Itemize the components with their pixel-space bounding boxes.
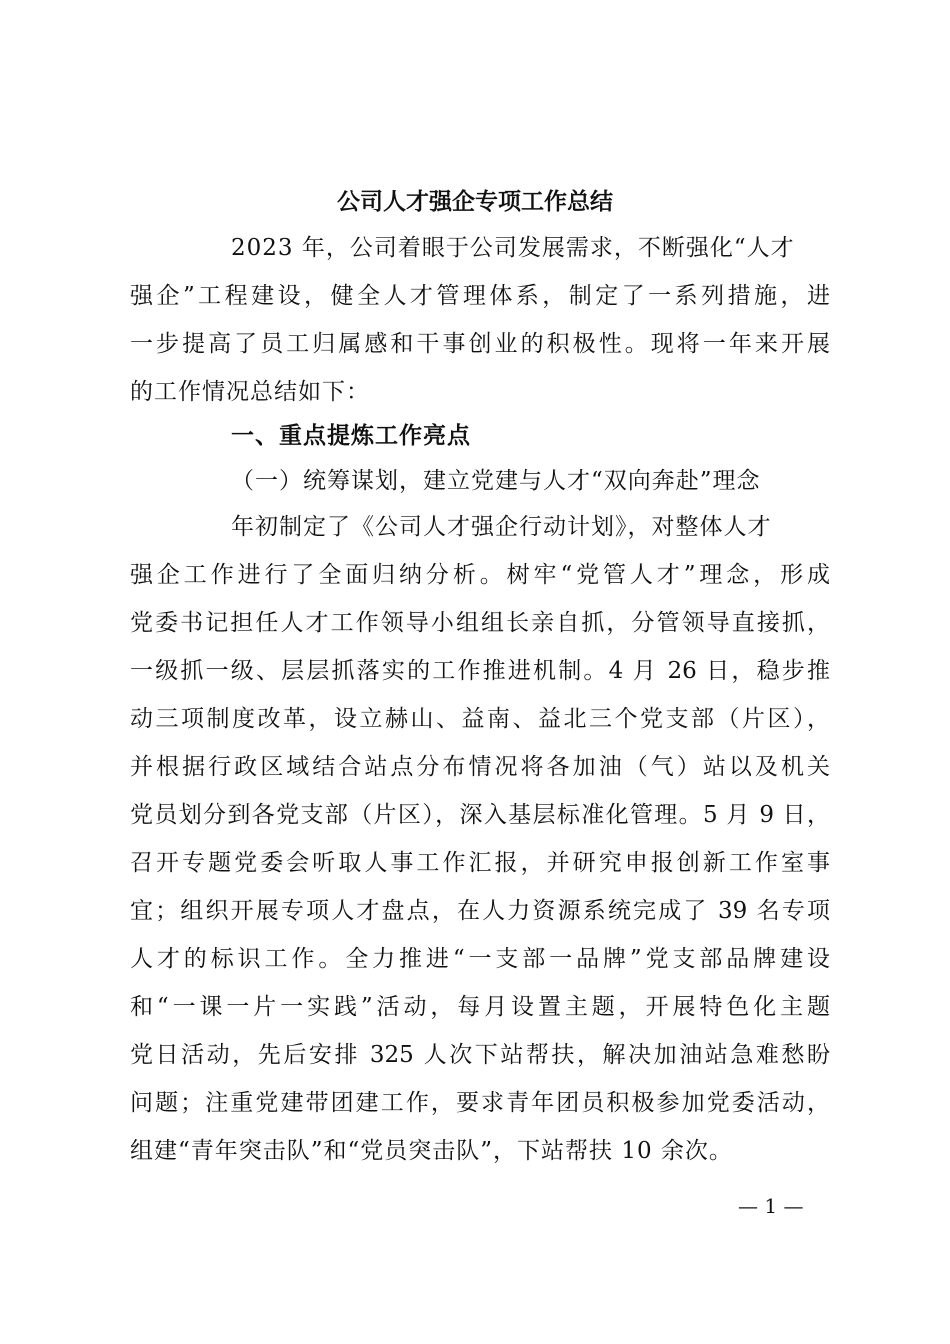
intro-line-4: 的工作情况总结如下： [130,379,370,405]
body-line-4: 一级抓一级、层层抓落实的工作推进机制。4 月 26 日，稳步推 [130,658,830,684]
document-title: 公司人才强企专项工作总结 [337,188,613,215]
section-heading-1: 一、重点提炼工作亮点 [231,423,471,449]
body-line-7: 党员划分到各党支部（片区），深入基层标准化管理。5 月 9 日， [130,802,830,828]
body-line-12: 党日活动，先后安排 325 人次下站帮扶，解决加油站急难愁盼 [130,1042,830,1068]
intro-line-2: 强企”工程建设，健全人才管理体系，制定了一系列措施，进 [130,283,830,309]
body-line-1: 年初制定了《公司人才强企行动计划》，对整体人才 [231,514,772,540]
body-line-13: 问题；注重党建带团建工作，要求青年团员积极参加党委活动， [130,1090,830,1116]
intro-line-3: 一步提高了员工归属感和干事创业的积极性。现将一年来开展 [130,331,830,357]
body-line-11: 和“一课一片一实践”活动，每月设置主题，开展特色化主题 [130,994,830,1020]
body-line-2: 强企工作进行了全面归纳分析。树牢“党管人才”理念，形成 [130,562,830,588]
body-line-10: 人才的标识工作。全力推进“一支部一品牌”党支部品牌建设 [130,946,830,972]
body-line-9: 宜；组织开展专项人才盘点，在人力资源系统完成了 39 名专项 [130,898,830,924]
intro-line-1: 2023 年，公司着眼于公司发展需求，不断强化“人才 [231,235,795,261]
subsection-heading-1: （一）统筹谋划，建立党建与人才“双向奔赴”理念 [231,468,761,494]
body-line-8: 召开专题党委会听取人事工作汇报，并研究申报创新工作室事 [130,850,830,876]
page-number: — 1 — [738,1194,804,1218]
body-line-5: 动三项制度改革，设立赫山、益南、益北三个党支部（片区）， [130,706,830,732]
body-line-14: 组建“青年突击队”和“党员突击队”，下站帮扶 10 余次。 [130,1138,733,1164]
body-line-3: 党委书记担任人才工作领导小组组长亲自抓，分管领导直接抓， [130,610,830,636]
body-line-6: 并根据行政区域结合站点分布情况将各加油（气）站以及机关 [130,754,830,780]
